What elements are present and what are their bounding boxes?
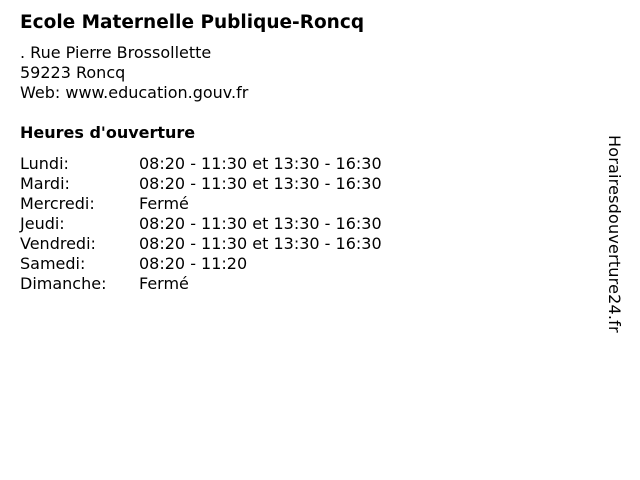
- opening-hours-heading: Heures d'ouverture: [20, 123, 196, 142]
- day-label: Samedi:: [20, 254, 86, 273]
- hours-row-samedi: [20, 254, 382, 274]
- hours-row-lundi: [20, 154, 382, 174]
- day-label: Jeudi:: [20, 214, 65, 233]
- time-value: 08:20 - 11:20: [139, 254, 248, 273]
- site-watermark: Horairesdouverture24.fr: [605, 135, 624, 333]
- day-label: Vendredi:: [20, 234, 96, 253]
- time-value: 08:20 - 11:30 et 13:30 - 16:30: [139, 174, 382, 193]
- time-value: 08:20 - 11:30 et 13:30 - 16:30: [139, 214, 382, 233]
- time-value: Fermé: [139, 274, 189, 293]
- website-link[interactable]: Web: www.education.gouv.fr: [20, 83, 249, 102]
- page-title: Ecole Maternelle Publique-Roncq: [20, 12, 365, 33]
- time-value: Fermé: [139, 194, 189, 213]
- hours-row-mardi: [20, 174, 382, 194]
- day-label: Mardi:: [20, 174, 70, 193]
- day-label: Lundi:: [20, 154, 69, 173]
- day-label: Dimanche:: [20, 274, 107, 293]
- address-block: [20, 43, 248, 103]
- city-postal-code: 59223 Roncq: [20, 63, 126, 82]
- hours-row-mercredi: [20, 194, 382, 214]
- opening-hours-table: [20, 154, 382, 294]
- street-address: . Rue Pierre Brossollette: [20, 43, 212, 62]
- hours-row-vendredi: [20, 234, 382, 254]
- day-label: Mercredi:: [20, 194, 95, 213]
- time-value: 08:20 - 11:30 et 13:30 - 16:30: [139, 154, 382, 173]
- hours-row-jeudi: [20, 214, 382, 234]
- time-value: 08:20 - 11:30 et 13:30 - 16:30: [139, 234, 382, 253]
- hours-row-dimanche: [20, 274, 382, 294]
